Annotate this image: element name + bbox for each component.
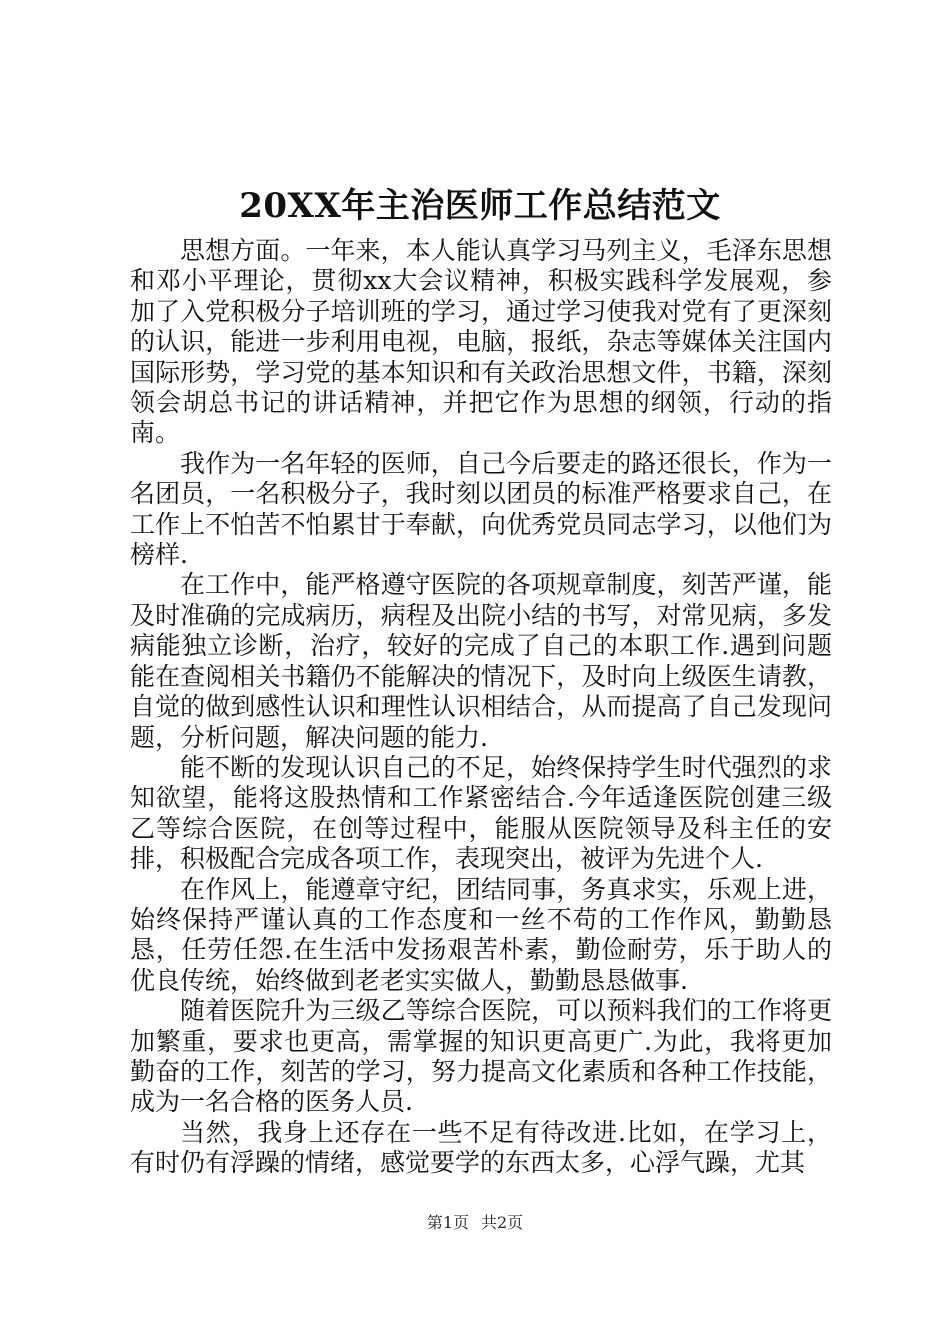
paragraph: 随着医院升为三级乙等综合医院，可以预料我们的工作将更加繁重，要求也更高，需掌握的知识更高更广.为此，我将更加勤奋的工作，刻苦的学习，努力提高文化素质和各种工作技能，成为一名合格的医务人员. [130, 996, 832, 1117]
page-number-current: 第1页 [426, 1213, 469, 1232]
paragraph: 能不断的发现认识自己的不足，始终保持学生时代强烈的求知欲望，能将这股热情和工作紧密结合.今年适逢医院创建三级乙等综合医院，在创等过程中，能服从医院领导及科主任的安排，积极配合完成各项工作，表现突出，被评为先进个人. [130, 752, 832, 874]
page-number-total: 共2页 [481, 1213, 524, 1232]
paragraph: 思想方面。一年来，本人能认真学习马列主义，毛泽东思想和邓小平理论，贯彻xx大会议精神，积极实践科学发展观，参加了入党积极分子培训班的学习，通过学习使我对党有了更深刻的认识，能进一步利用电视，电脑，报纸，杂志等媒体关注国内国际形势，学习党的基本知识和有关政治思想文件，书籍，深刻领会胡总书记的讲话精神，并把它作为思想的纲领，行动的指南。 [130, 236, 832, 448]
paragraph: 在作风上，能遵章守纪，团结同事，务真求实，乐观上进，始终保持严谨认真的工作态度和一丝不苟的工作作风，勤勤恳恳，任劳任怨.在生活中发扬艰苦朴素，勤俭耐劳，乐于助人的优良传统，始终做到老老实实做人，勤勤恳恳做事. [130, 874, 832, 995]
paragraph: 当然，我身上还存在一些不足有待改进.比如，在学习上，有时仍有浮躁的情绪，感觉要学的东西太多，心浮气躁，尤其 [130, 1117, 832, 1178]
document-title: 20XX年主治医师工作总结范文 [239, 186, 721, 226]
page-footer [0, 1212, 950, 1234]
document-body [130, 236, 832, 1179]
paragraph: 在工作中，能严格遵守医院的各项规章制度，刻苦严谨，能及时准确的完成病历，病程及出院小结的书写，对常见病，多发病能独立诊断，治疗，较好的完成了自己的本职工作.遇到问题能在查阅相关书籍仍不能解决的情况下，及时向上级医生请教，自觉的做到感性认识和理性认识相结合，从而提高了自己发现问题，分析问题，解决问题的能力. [130, 570, 832, 752]
paragraph: 我作为一名年轻的医师，自己今后要走的路还很长，作为一名团员，一名积极分子，我时刻以团员的标准严格要求自己，在工作上不怕苦不怕累甘于奉献，向优秀党员同志学习，以他们为榜样. [130, 448, 832, 570]
